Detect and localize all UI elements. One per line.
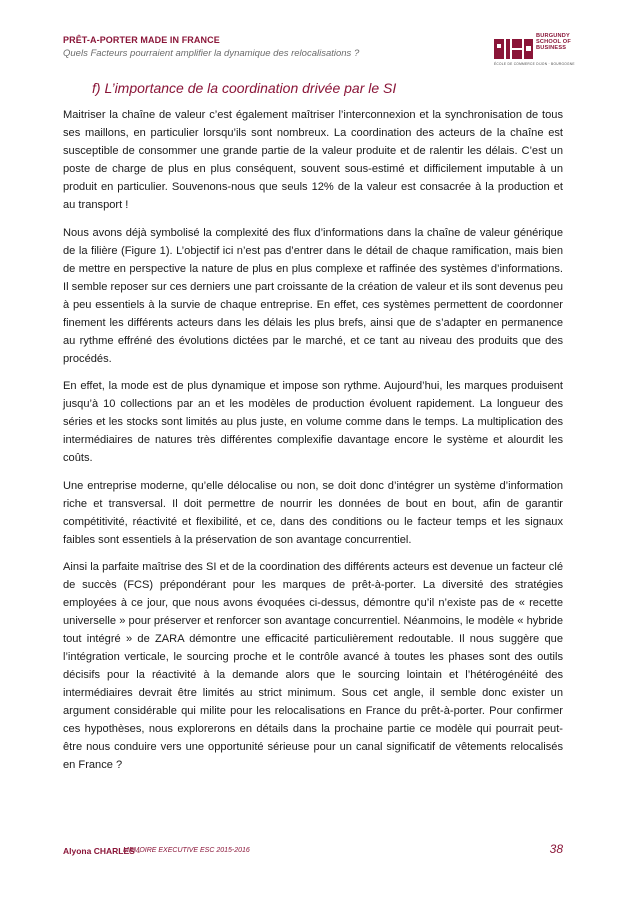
paragraph: Une entreprise moderne, qu’elle délocalise ou non, se doit donc d’intégrer un système d’information riche et transversal. Il doit permettre de nourrir les données de bout en bout, afin de garantir compétitivité, réactivité et flexibilité, et ce, dans des conditions ou le facteur temps et les signaux faibles sont essentiels à la préservation de son avantage concurrentiel. xyxy=(63,479,563,546)
page-header xyxy=(63,35,578,69)
page-footer xyxy=(63,842,563,860)
paragraph: Maitriser la chaîne de valeur c’est également maîtriser l’interconnexion et la synchronisation de tous ses maillons, en particulier lorsqu’ils sont nombreux. La coordination des acteurs de la chaîne est susceptible de consommer une grande partie de la valeur produite et de ralentir les délais. C’est un poste de charge de plus en plus conséquent, souvent sous-estimé et difficilement imputable à un produit en particulier. Souvenons-nous que seuls 12% de la valeur est consacrée à la production et au transport ! xyxy=(63,109,563,211)
section-heading: f) L’importance de la coordination drivée par le SI xyxy=(92,80,397,96)
paragraph: En effet, la mode est de plus dynamique et impose son rythme. Aujourd’hui, les marques produisent jusqu’à 10 collections par an et les modèles de production évoluent rapidement. La longueur des séries et les stocks sont limités au plus juste, en volume comme dans le temps. La multiplication des intermédiaires de natures très différentes complexifie davantage encore le système et alourdit les coûts. xyxy=(63,380,563,464)
bsb-logo-icon xyxy=(494,37,534,61)
paragraph: Ainsi la parfaite maîtrise des SI et de la coordination des différents acteurs est devenue un facteur clé de succès (FCS) prépondérant pour les marques de prêt-à-porter. La diversité des stratégies employées à ce jour, que nous avons évoquées ci-dessus, démontre qu’il n’existe pas de « recette universelle » pour préserver et renforcer son avantage concurrentiel. Néanmoins, le modèle « hybride tout intégré » de ZARA démontre une efficacité particulièrement redoutable. Il nous suggère que l’intégration verticale, le sourcing proche et le contrôle avancé à toutes les phases sont des outils décisifs pour la réactivité à la demande alors que le sourcing lointain et l’hétérogénéité des intermédiaires devrait être limités au strict minimum. Sous cet angle, il semble donc exister un argument considérable qui milite pour les relocalisations en France du prêt-à-porter. Pour confirmer ces hypothèses, nous explorerons en détails dans la prochaine partie ce modèle qui pourrait peut-être nous conduire vers une opportunité sérieuse pour un canal significatif de vêtements relocalisés en France ? xyxy=(63,561,563,771)
logo-wordmark: BURGUNDY SCHOOL OF BUSINESS xyxy=(536,33,571,52)
page-number: 38 xyxy=(549,842,563,856)
logo-tagline: ÉCOLE DE COMMERCE DIJON · BOURGOGNE xyxy=(494,62,575,66)
document-title: PRÊT-A-PORTER MADE IN FRANCE xyxy=(63,35,220,45)
school-logo xyxy=(494,33,578,67)
footer-note: MEMOIRE EXECUTIVE ESC 2015-2016 xyxy=(123,847,250,854)
body-text xyxy=(63,106,563,784)
document-subtitle: Quels Facteurs pourraient amplifier la dynamique des relocalisations ? xyxy=(63,48,360,59)
paragraph: Nous avons déjà symbolisé la complexité des flux d’informations dans la chaîne de valeur générique de la filière (Figure 1). L’objectif ici n’est pas d’entrer dans le détail de chaque ramification, mais bien de mettre en perspective la nature de plus en plus complexe et raffinée des systèmes d’informations. Il semble reposer sur ces derniers une part croissante de la création de valeur et ils sont devenus peu à peu essentiels à la survie de chaque entreprise. En effet, ces systèmes permettent de coordonner finement les différents acteurs dans les délais les plus brefs, ainsi que de s’adapter en permanence au rythme effréné des évolutions dictées par le marché, et ce tant au niveau des produits que des procédés. xyxy=(63,226,563,365)
footer-author: Alyona CHARLES - xyxy=(63,846,140,856)
